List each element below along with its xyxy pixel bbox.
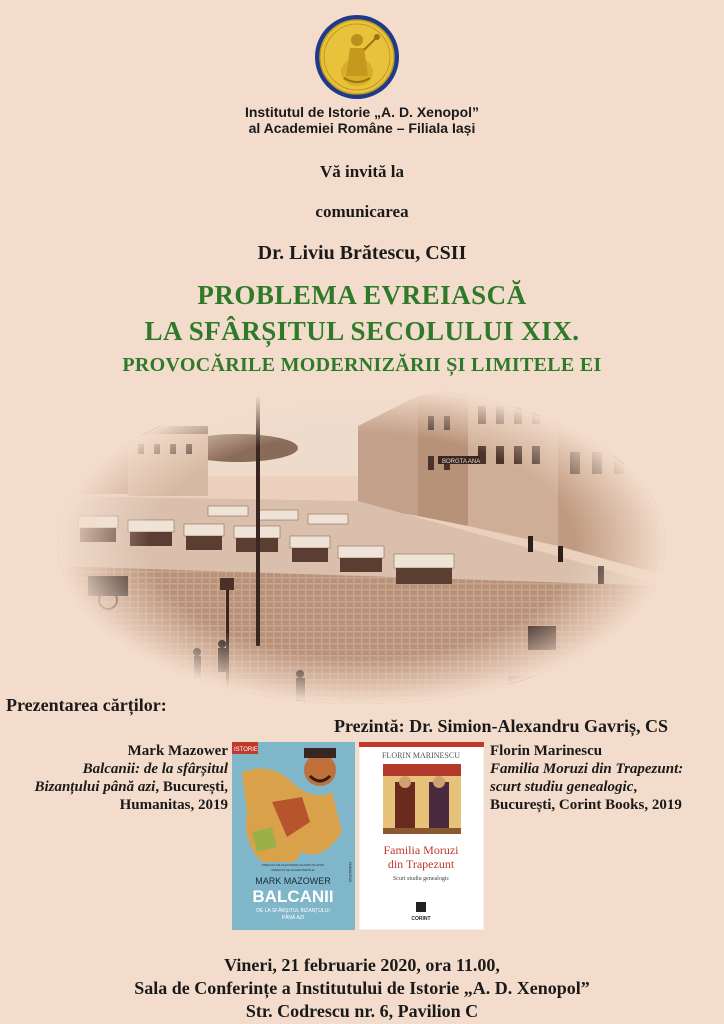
book2-cover	[359, 742, 484, 930]
svg-text:Scurt studiu genealogic: Scurt studiu genealogic	[392, 876, 450, 882]
svg-text:DE LA SFÂRȘITUL BIZANȚULUI: DE LA SFÂRȘITUL BIZANȚULUI	[256, 908, 330, 914]
book2-publisher: București, Corint Books, 2019	[490, 797, 682, 813]
svg-text:din Trapezunt: din Trapezunt	[387, 857, 455, 871]
svg-text:FLORIN MARINESCU: FLORIN MARINESCU	[381, 751, 461, 760]
book1-title-line1: Balcanii: de la sfârșitul	[82, 761, 228, 777]
book2-title-line1: Familia Moruzi din Trapezunt:	[490, 761, 684, 777]
svg-text:HUMANITAS: HUMANITAS	[348, 862, 352, 883]
svg-text:PREFAȚĂ DE EUGEN BARTHA: PREFAȚĂ DE EUGEN BARTHA	[271, 868, 315, 872]
book1-author: Mark Mazower	[127, 743, 228, 759]
institute-name: Institutul de Istorie „A. D. Xenopol”	[244, 104, 480, 120]
book1-cover	[232, 742, 355, 930]
historic-city-photo	[58, 386, 666, 704]
svg-text:BALCANII: BALCANII	[252, 887, 334, 906]
book2-author: Florin Marinescu	[490, 743, 603, 759]
svg-text:ISTORIE: ISTORIE	[234, 747, 258, 753]
event-date-time: Vineri, 21 februarie 2020, ora 11.00,	[224, 955, 500, 975]
svg-text:PÂNĂ AZI: PÂNĂ AZI	[281, 915, 305, 921]
svg-text:PREFAȚĂ DE ALEXANDRU-FLORIN PL: PREFAȚĂ DE ALEXANDRU-FLORIN PLATON	[261, 863, 325, 867]
book1-description	[2, 742, 228, 814]
books-section-label: Prezentarea cărților:	[6, 695, 167, 715]
svg-text:MARK MAZOWER: MARK MAZOWER	[255, 876, 331, 886]
lecture-subtitle: PROVOCĂRILE MODERNIZĂRII ȘI LIMITELE EI	[122, 354, 602, 376]
event-venue: Sala de Conferințe a Institutului de Istorie „A. D. Xenopol”	[134, 978, 590, 998]
book2-description	[490, 742, 722, 814]
book2-title-line2: scurt studiu genealogic,	[490, 779, 638, 795]
invitation-event-type: comunicarea	[315, 202, 409, 221]
svg-text:Familia Moruzi: Familia Moruzi	[383, 843, 459, 857]
lecture-title-line1: PROBLEMA EVREIASCĂ	[197, 280, 527, 310]
book1-title-line2: Bizanțului până azi, București,	[34, 779, 228, 795]
institute-affiliation: al Academiei Române – Filiala Iași	[248, 120, 476, 136]
academy-seal-logo	[314, 14, 400, 100]
svg-text:CORINT: CORINT	[411, 916, 431, 922]
event-address: Str. Codrescu nr. 6, Pavilion C	[245, 1001, 479, 1021]
presenter-line: Prezintă: Dr. Simion-Alexandru Gavriș, CS	[334, 716, 669, 736]
book1-publisher: Humanitas, 2019	[119, 797, 228, 813]
speaker-name: Dr. Liviu Brătescu, CSII	[257, 242, 467, 264]
invitation-line: Vă invită la	[319, 162, 405, 181]
lecture-title-line2: LA SFÂRȘITUL SECOLULUI XIX.	[144, 316, 580, 346]
